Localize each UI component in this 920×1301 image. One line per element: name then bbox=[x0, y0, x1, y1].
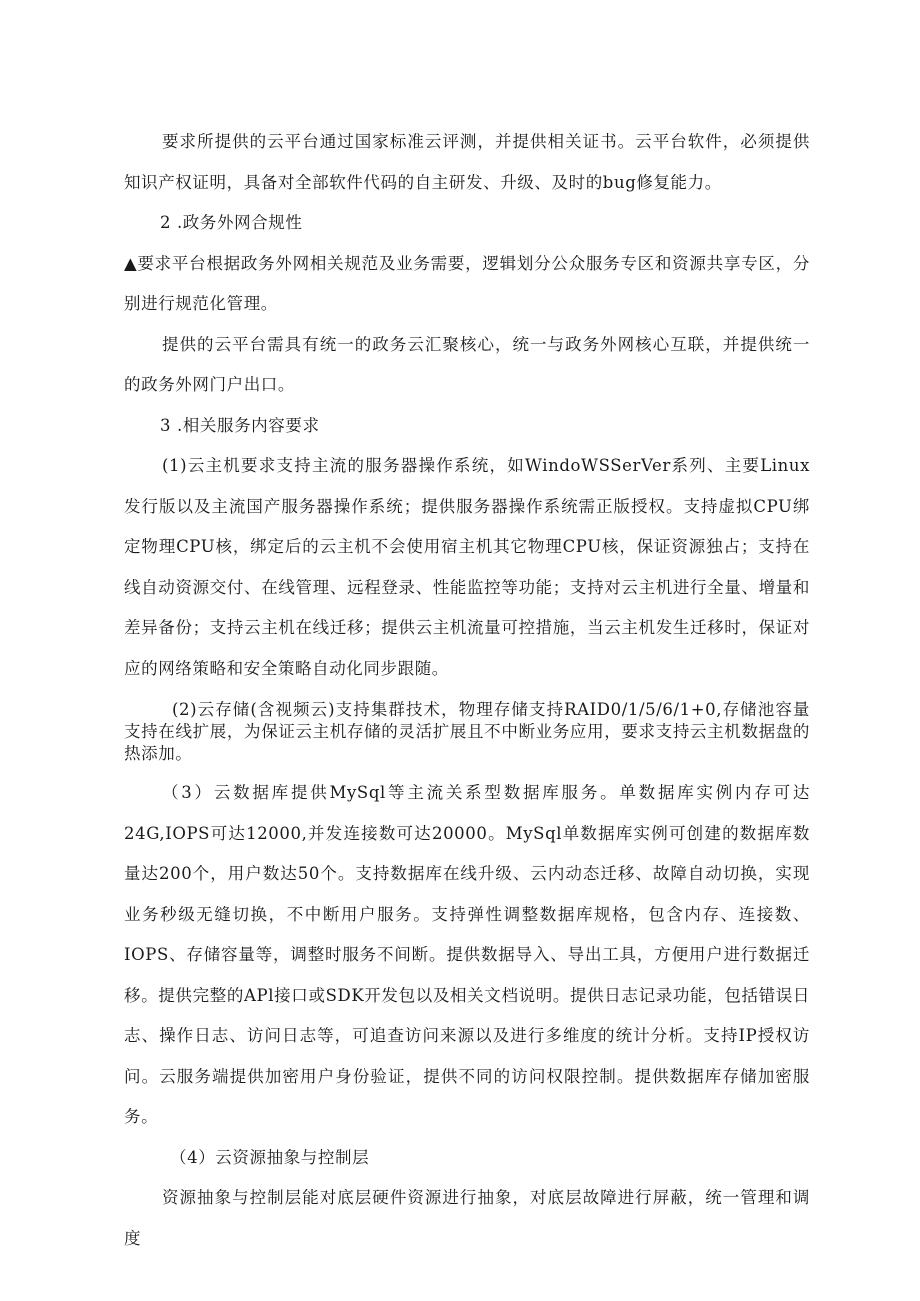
list-item-cloud-storage: (2)云存储(含视频云)支持集群技术，物理存储支持RAID0/1/5/6/1+0,存储池容量支持在线扩展，为保证云主机存储的灵活扩展且不中断业务应用，要求支持云主机数据盘的热添加。 bbox=[124, 700, 810, 763]
section-heading-3: 3 .相关服务内容要求 bbox=[160, 415, 320, 435]
paragraph-core: 提供的云平台需具有统一的政务云汇聚核心，统一与政务外网核心互联，并提供统一的政务外网门户出口。 bbox=[124, 334, 810, 394]
paragraph-certification: 要求所提供的云平台通过国家标准云评测，并提供相关证书。云平台软件，必须提供知识产权证明，具备对全部软件代码的自主研发、升级、及时的bug修复能力。 bbox=[124, 132, 810, 192]
list-item-cloud-host: (1)云主机要求支持主流的服务器操作系统，如WindoWSSerVer系列、主要Linux发行版以及主流国产服务器操作系统；提供服务器操作系统需正版授权。支持虚拟CPU绑定物理CPU核，绑定后的云主机不会使用宿主机其它物理CPU核，保证资源独占；支持在线自动资源交付、在线管理、远程登录、性能监控等功能；支持对云主机进行全量、增量和差异备份；支持云主机在线迁移；提供云主机流量可控措施，当云主机发生迁移时，保证对应的网络策略和安全策略自动化同步跟随。 bbox=[124, 456, 810, 678]
paragraph-zones: ▲要求平台根据政务外网相关规范及业务需要，逻辑划分公众服务专区和资源共享专区，分别进行规范化管理。 bbox=[124, 253, 810, 313]
sub-heading-resource-layer: （4）云资源抽象与控制层 bbox=[170, 1147, 370, 1167]
list-item-cloud-database: （3）云数据库提供MySql等主流关系型数据库服务。单数据库实例内存可达24G,IOPS可达12000,并发连接数可达20000。MySql单数据库实例可创建的数据库数量达200个，用户数达50个。支持数据库在线升级、云内动态迁移、故障自动切换，实现业务秒级无缝切换，不中断用户服务。支持弹性调整数据库规格，包含内存、连接数、IOPS、存储容量等，调整时服务不间断。提供数据导入、导出工具，方便用户进行数据迁移。提供完整的APl接口或SDK开发包以及相关文档说明。提供日志记录功能，包括错误日志、操作日志、访问日志等，可追查访问来源以及进行多维度的统计分析。支持IP授权访问。云服务端提供加密用户身份验证，提供不同的访问权限控制。提供数据库存储加密服务。 bbox=[124, 783, 810, 1126]
section-heading-2: 2 .政务外网合规性 bbox=[160, 213, 303, 232]
paragraph-resource-abstraction: 资源抽象与控制层能对底层硬件资源进行抽象，对底层故障进行屏蔽，统一管理和调度 bbox=[124, 1188, 810, 1248]
